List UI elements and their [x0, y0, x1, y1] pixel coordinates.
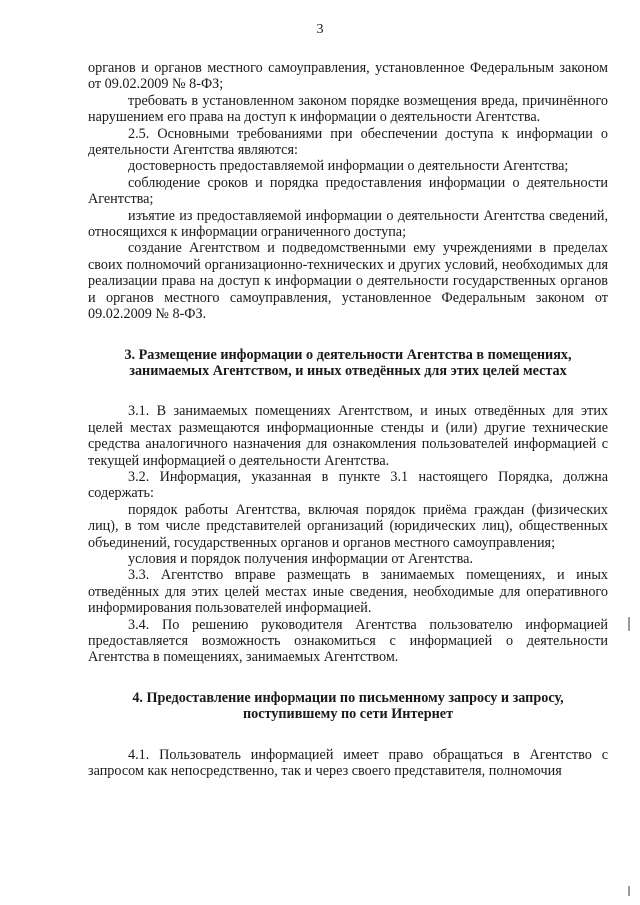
- paragraph: 3.3. Агентство вправе размещать в занимаемых помещениях, и иных отведённых для этих целей местах иные сведения, необходимые для оперативного информирования пользователей информацией.: [88, 567, 608, 617]
- paragraph: 3.2. Информация, указанная в пункте 3.1 настоящего Порядка, должна содержать:: [88, 468, 608, 502]
- section-heading: 4. Предоставление информации по письменному запросу и запросу, поступившему по сети Интернет: [132, 689, 564, 723]
- section-gap: [88, 723, 608, 747]
- paragraph: создание Агентством и подведомственными ему учреждениями в пределах своих полномочий организационно-технических и других условий, необходимых для реализации права на доступ к информации о деятельности государственных органов и органов местного самоуправления, установленное Федеральным законом от 09.02.2009 № 8-ФЗ.: [88, 240, 608, 323]
- paragraph: изъятие из предоставляемой информации о деятельности Агентства сведений, относящихся к информации ограниченного доступа;: [88, 207, 608, 241]
- section-gap: [88, 666, 608, 690]
- document-body: [88, 60, 608, 779]
- paragraph: 2.5. Основными требованиями при обеспечении доступа к информации о деятельности Агентства являются:: [88, 125, 608, 159]
- paragraph: условия и порядок получения информации от Агентства.: [128, 550, 473, 567]
- paragraph: достоверность предоставляемой информации о деятельности Агентства;: [128, 158, 569, 175]
- paragraph: соблюдение сроков и порядка предоставления информации о деятельности Агентства;: [88, 174, 608, 208]
- paragraph: органов и органов местного самоуправления, установленное Федеральным законом от 09.02.2009 № 8-ФЗ;: [88, 60, 608, 93]
- paragraph: 3.1. В занимаемых помещениях Агентством, и иных отведённых для этих целей местах размещаются информационные стенды и (или) другие технические средства аналогичного назначения для ознакомления пользователей информацией с текущей информацией о деятельности Агентства.: [88, 403, 608, 469]
- page-number: 3: [316, 22, 324, 37]
- scan-edge-mark-bottom: [628, 886, 630, 896]
- section-heading: 3. Размещение информации о деятельности Агентства в помещениях, занимаемых Агентством, и иных отведённых для этих целей местах: [124, 346, 572, 379]
- paragraph: 3.4. По решению руководителя Агентства пользователю информацией предоставляется возможность ознакомиться с информацией о деятельности Агентства в помещениях, занимаемых Агентством.: [88, 616, 608, 666]
- scan-edge-mark: [628, 617, 630, 631]
- paragraph: требовать в установленном законом порядке возмещения вреда, причинённого нарушением его права на доступ к информации о деятельности Агентства.: [88, 92, 608, 126]
- section-gap: [88, 323, 608, 347]
- paragraph: порядок работы Агентства, включая порядок приёма граждан (физических лиц), в том числе представителей организаций (юридических лиц), общественных объединений, государственных органов и органов местного самоуправления;: [88, 501, 608, 551]
- section-gap: [88, 379, 608, 403]
- paragraph: 4.1. Пользователь информацией имеет право обращаться в Агентство с запросом как непосредственно, так и через своего представителя, полномочия: [88, 746, 608, 780]
